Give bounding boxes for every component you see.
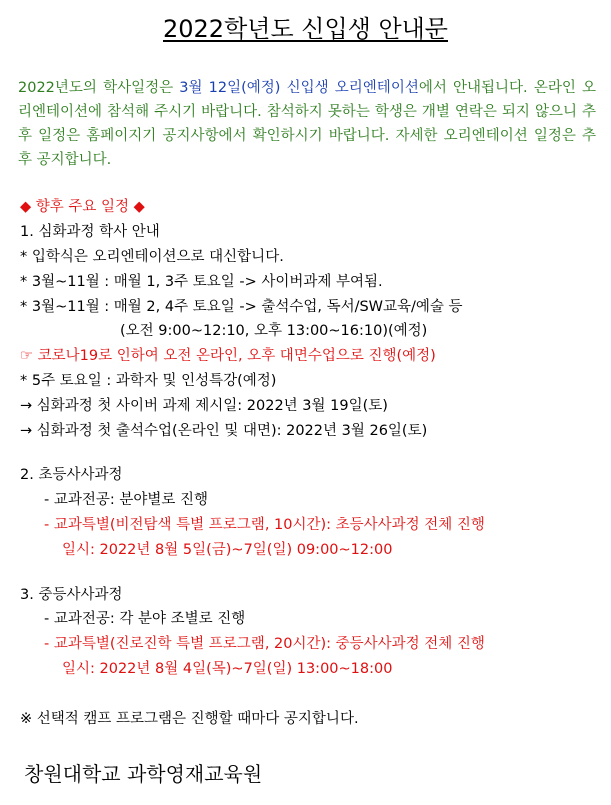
- section1-line-first-class: → 심화과정 첫 출석수업(온라인 및 대면): 2022년 3월 26일(토): [20, 423, 428, 439]
- intro-text-before: 2022년도의 학사일정은: [18, 80, 180, 96]
- section2-item-major: - 교과전공: 분야별로 진행: [44, 492, 209, 508]
- section1-line-cyber: * 3월~11월 : 매월 1, 3주 토요일 -> 사이버과제 부여됨.: [20, 274, 383, 290]
- schedule-heading: ◆ 향후 주요 일정 ◆: [20, 199, 145, 215]
- section1-line-first-cyber: → 심화과정 첫 사이버 과제 제시일: 2022년 3월 19일(토): [20, 398, 388, 414]
- section2-item-special: - 교과특별(비전탐색 특별 프로그램, 10시간): 초등사사과정 전체 진행: [44, 517, 485, 533]
- section1-line-times: (오전 9:00~12:10, 오후 13:00~16:10)(예정): [120, 323, 428, 339]
- section1-line-lecture: * 5주 토요일 : 과학자 및 인성특강(예정): [20, 373, 277, 389]
- section3-item-date: 일시: 2022년 8월 4일(목)~7일(일) 13:00~18:00: [62, 661, 393, 677]
- camp-note: ※ 선택적 캠프 프로그램은 진행할 때마다 공지합니다.: [20, 711, 359, 727]
- section1-title: 1. 심화과정 학사 안내: [20, 224, 160, 240]
- section1-line-entrance: * 입학식은 오리엔테이션으로 대신합니다.: [20, 249, 284, 265]
- intro-text-after: 에서 안내됩니다. 온라인 오리엔테이션에 참석해 주시기 바랍니다. 참석하지 못하는 학생은 개별 연락은 되지 않으니 추후 일정은 홈페이지기 공지사항에서 확인하시기 바랍니다. 자세한 오리엔테이션 일정은 추후 공지합니다.: [18, 80, 596, 168]
- intro-highlight: 3월 12일(예정) 신입생 오리엔테이션: [179, 80, 419, 96]
- section1-line-attendance: * 3월~11월 : 매월 2, 4주 토요일 -> 출석수업, 독서/SW교육/예술 등: [20, 299, 463, 315]
- footer-institution: 창원대학교 과학영재교육원: [24, 762, 263, 786]
- section3-item-major: - 교과전공: 각 분야 조별로 진행: [44, 611, 246, 627]
- section2-item-date: 일시: 2022년 8월 5일(금)~7일(일) 09:00~12:00: [62, 542, 393, 558]
- covid-note: ☞ 코로나19로 인하여 오전 온라인, 오후 대면수업으로 진행(예정): [20, 348, 436, 364]
- section3-title: 3. 중등사사과정: [20, 587, 123, 603]
- page-title-text: 2022학년도 신입생 안내문: [163, 15, 448, 43]
- section3-item-special: - 교과특별(진로진학 특별 프로그램, 20시간): 중등사사과정 전체 진행: [44, 636, 485, 652]
- section2-title: 2. 초등사사과정: [20, 467, 123, 483]
